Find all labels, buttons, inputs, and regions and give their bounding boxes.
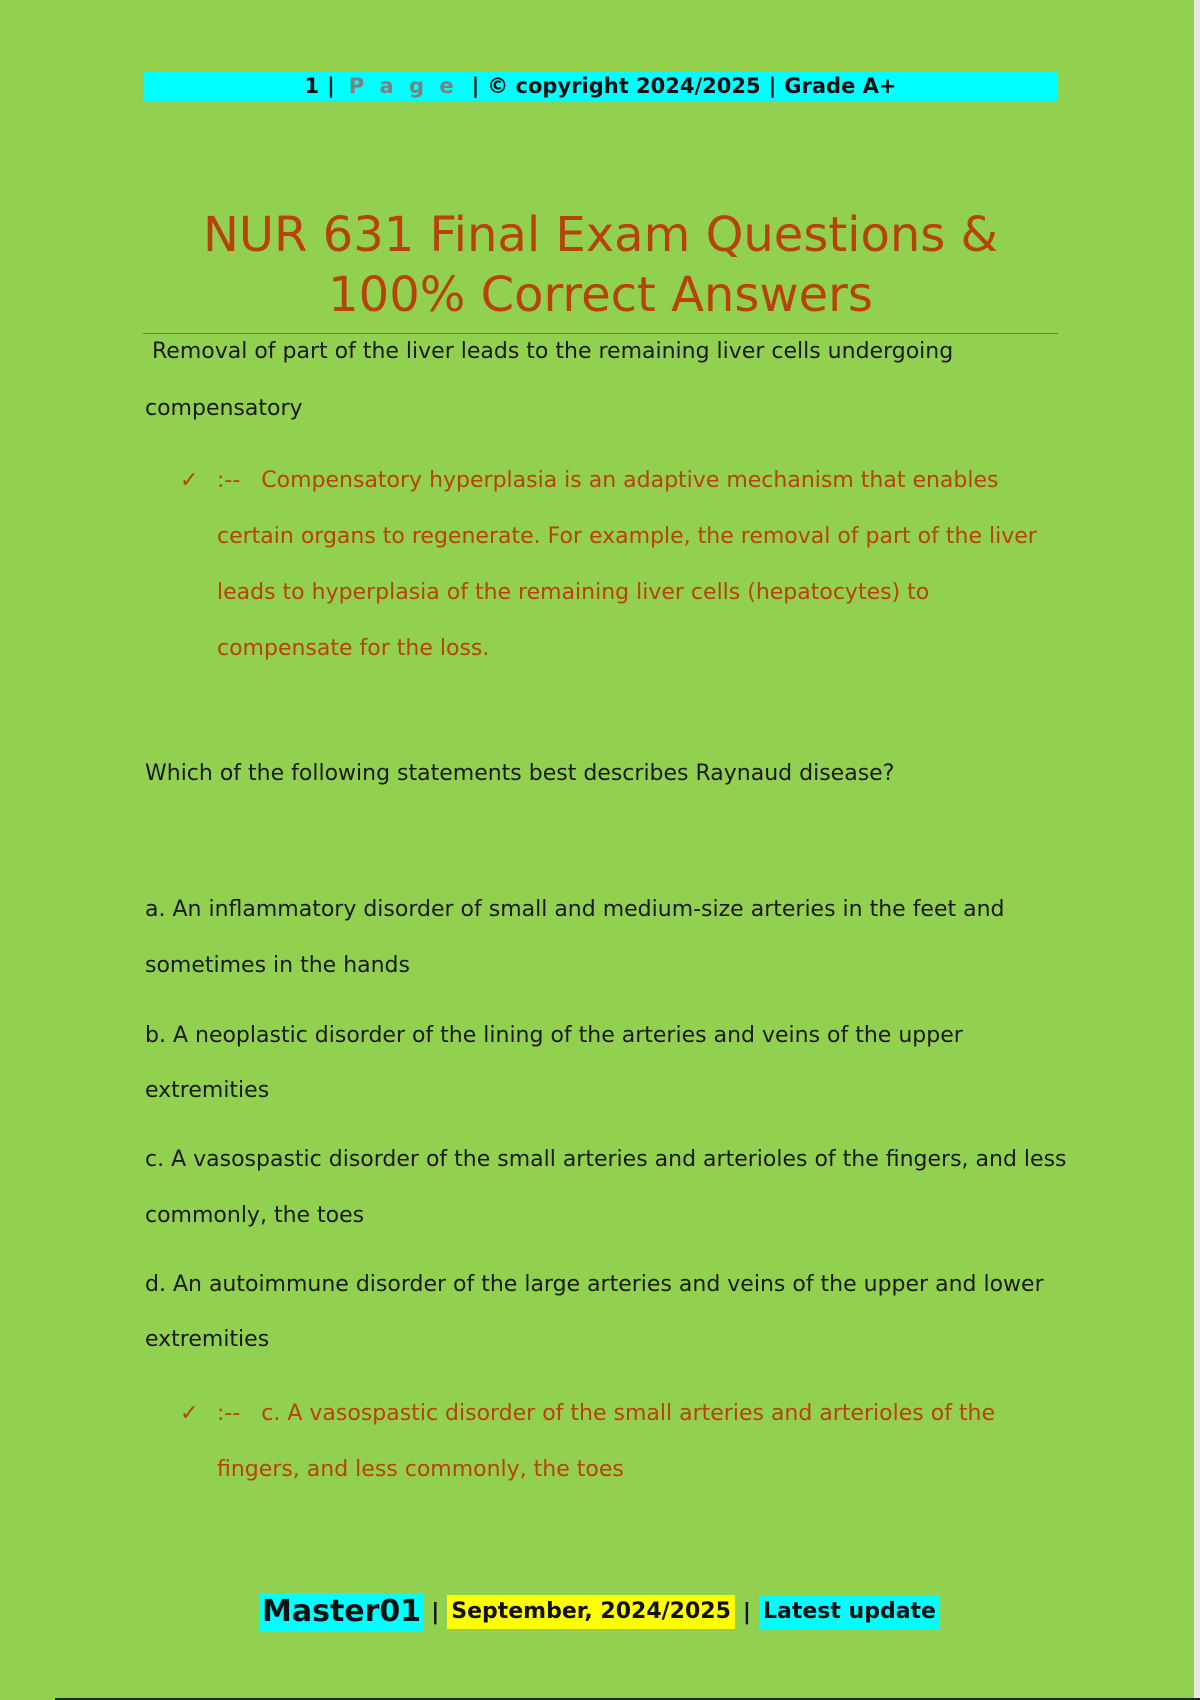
page-word: P a g e: [348, 74, 458, 98]
q2-question: Which of the following statements best describes Raynaud disease?: [145, 761, 895, 786]
q2-option-d-line1: d. An autoimmune disorder of the large arteries and veins of the upper and lower: [145, 1272, 1044, 1297]
footer-separator: |: [742, 1599, 751, 1625]
footer-date: September, 2024/2025: [447, 1595, 735, 1629]
q1-answer-line4: compensate for the loss.: [217, 636, 490, 661]
grade-text: Grade A+: [784, 74, 897, 98]
q2-option-a-line1: a. An inflammatory disorder of small and medium-size arteries in the feet and: [145, 897, 1005, 922]
q2-option-d-line2: extremities: [145, 1327, 270, 1352]
q2-option-b-line2: extremities: [145, 1078, 270, 1103]
page-edge: [1194, 0, 1200, 1700]
footer-separator: |: [431, 1599, 440, 1625]
page-header: 1 | P a g e | © copyright 2024/2025 | Grade A+: [143, 71, 1058, 101]
q1-text-line2: compensatory: [145, 396, 303, 421]
q1-answer-line2: certain organs to regenerate. For example, the removal of part of the liver: [217, 524, 1037, 549]
q2-option-b-line1: b. A neoplastic disorder of the lining of the arteries and veins of the upper: [145, 1023, 963, 1048]
check-mark-icon: ✓: [180, 468, 199, 493]
footer-brand: Master01: [262, 1594, 422, 1629]
q2-option-c-line2: commonly, the toes: [145, 1203, 365, 1228]
copyright-text: © copyright 2024/2025: [487, 74, 761, 98]
answer-text: Compensatory hyperplasia is an adaptive mechanism that enables: [261, 468, 999, 493]
q2-option-c-line1: c. A vasospastic disorder of the small arteries and arterioles of the fingers, and less: [145, 1147, 1067, 1172]
q2-answer-line2: fingers, and less commonly, the toes: [217, 1457, 624, 1482]
page-number: 1: [304, 74, 320, 98]
q1-text-line1: Removal of part of the liver leads to the remaining liver cells undergoing: [152, 339, 954, 364]
q2-option-a-line2: sometimes in the hands: [145, 953, 410, 978]
document-title: NUR 631 Final Exam Questions & 100% Correct Answers: [203, 207, 998, 323]
page-footer: [0, 1593, 1200, 1631]
check-mark-icon: ✓: [180, 1401, 199, 1426]
answer-prefix: :--: [217, 1401, 241, 1426]
q2-answer-line1: [217, 1386, 995, 1442]
answer-text: c. A vasospastic disorder of the small arteries and arterioles of the: [261, 1401, 996, 1426]
q1-answer-line1: [217, 453, 998, 509]
answer-prefix: :--: [217, 468, 241, 493]
q1-answer-line3: leads to hyperplasia of the remaining liver cells (hepatocytes) to: [217, 580, 930, 605]
footer-update: Latest update: [759, 1595, 940, 1629]
